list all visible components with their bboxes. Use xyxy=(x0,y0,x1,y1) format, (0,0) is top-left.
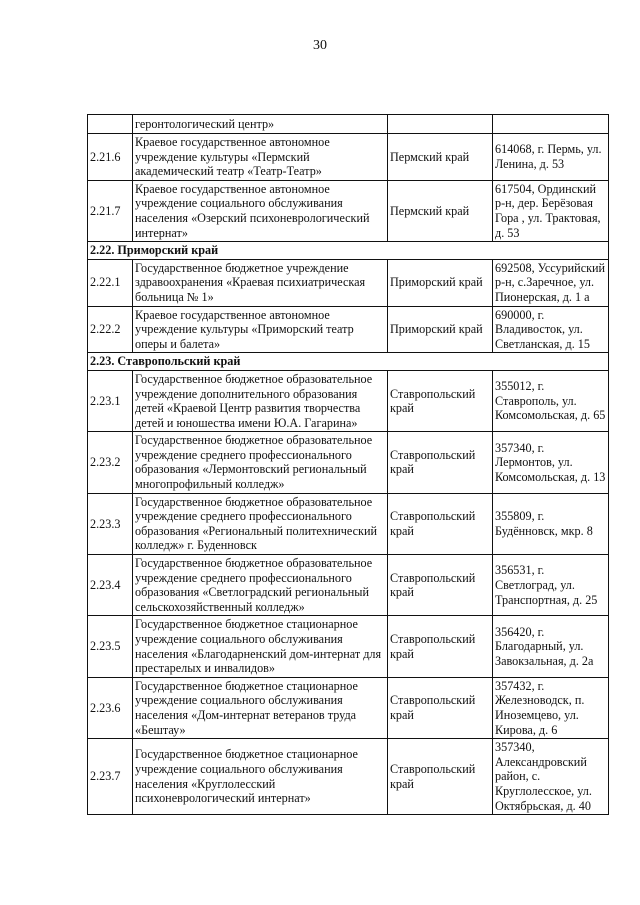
section-title: 2.22. Приморский край xyxy=(88,242,609,260)
region-cell: Ставропольский край xyxy=(388,555,493,616)
row-number-cell: 2.23.5 xyxy=(88,616,133,677)
institution-name-cell: Государственное бюджетное образовательное учреждение среднего профессионального образования «Региональный политехнический колледж» г. Буденновск xyxy=(133,493,388,554)
institution-name-cell: Государственное бюджетное образовательное учреждение дополнительного образования детей «Краевой Центр развития творчества детей и юношества имени Ю.А. Гагарина» xyxy=(133,370,388,431)
institution-name-cell: Государственное бюджетное стационарное учреждение социального обслуживания населения «Дом-интернат ветеранов труда «Бештау» xyxy=(133,677,388,738)
region-cell: Пермский край xyxy=(388,180,493,241)
row-number-cell: 2.23.7 xyxy=(88,739,133,815)
table-row xyxy=(88,493,609,554)
institution-name-cell: Государственное бюджетное образовательное учреждение среднего профессионального образования «Лермонтовский региональный многопрофильный колледж» xyxy=(133,432,388,493)
table-row xyxy=(88,555,609,616)
table-row xyxy=(88,134,609,181)
row-number-cell: 2.23.4 xyxy=(88,555,133,616)
row-number-cell: 2.23.2 xyxy=(88,432,133,493)
table-row xyxy=(88,739,609,815)
institution-name-cell: Государственное бюджетное стационарное учреждение социального обслуживания населения «Благодарненский дом-интернат для престарелых и инвалидов» xyxy=(133,616,388,677)
address-cell: 357432, г. Железноводск, п. Иноземцево, ул. Кирова, д. 6 xyxy=(493,677,609,738)
table-row xyxy=(88,180,609,241)
region-cell: Ставропольский край xyxy=(388,432,493,493)
table-row xyxy=(88,306,609,353)
institution-name-cell: Государственное бюджетное образовательное учреждение среднего профессионального образования «Светлоградский региональный сельскохозяйственный колледж» xyxy=(133,555,388,616)
institution-name-cell: Государственное бюджетное учреждение здравоохранения «Краевая психиатрическая больница № 1» xyxy=(133,259,388,306)
address-cell: 356531, г. Светлоград, ул. Транспортная, д. 25 xyxy=(493,555,609,616)
address-cell: 692508, Уссурийский р-н, с.Заречное, ул. Пионерская, д. 1 а xyxy=(493,259,609,306)
table-row xyxy=(88,616,609,677)
row-number-cell: 2.21.7 xyxy=(88,180,133,241)
row-number-cell xyxy=(88,115,133,134)
region-cell: Ставропольский край xyxy=(388,370,493,431)
address-cell: 617504, Ординский р-н, дер. Берёзовая Гора , ул. Трактовая, д. 53 xyxy=(493,180,609,241)
region-cell: Пермский край xyxy=(388,134,493,181)
region-cell: Ставропольский край xyxy=(388,616,493,677)
row-number-cell: 2.21.6 xyxy=(88,134,133,181)
row-number-cell: 2.23.1 xyxy=(88,370,133,431)
institution-name-cell: Краевое государственное автономное учреждение культуры «Приморский театр оперы и балета» xyxy=(133,306,388,353)
address-cell: 614068, г. Пермь, ул. Ленина, д. 53 xyxy=(493,134,609,181)
region-cell: Ставропольский край xyxy=(388,677,493,738)
institution-name-cell: Государственное бюджетное стационарное учреждение социального обслуживания населения «Круглолесский психоневрологический интернат» xyxy=(133,739,388,815)
region-cell: Приморский край xyxy=(388,306,493,353)
table-row xyxy=(88,259,609,306)
institution-name-cell: геронтологический центр» xyxy=(133,115,388,134)
institution-name-cell: Краевое государственное автономное учреждение культуры «Пермский академический театр «Театр-Театр» xyxy=(133,134,388,181)
table-body xyxy=(88,115,609,815)
institutions-table xyxy=(87,114,609,815)
address-cell: 690000, г. Владивосток, ул. Светланская, д. 15 xyxy=(493,306,609,353)
region-cell xyxy=(388,115,493,134)
table-row xyxy=(88,677,609,738)
continuation-row xyxy=(88,115,609,134)
table-row xyxy=(88,432,609,493)
row-number-cell: 2.22.2 xyxy=(88,306,133,353)
address-cell xyxy=(493,115,609,134)
row-number-cell: 2.23.3 xyxy=(88,493,133,554)
region-cell: Ставропольский край xyxy=(388,493,493,554)
region-cell: Приморский край xyxy=(388,259,493,306)
section-title: 2.23. Ставропольский край xyxy=(88,353,609,371)
section-header-row xyxy=(88,242,609,260)
region-cell: Ставропольский край xyxy=(388,739,493,815)
table-row xyxy=(88,370,609,431)
address-cell: 357340, г. Лермонтов, ул. Комсомольская, д. 13 xyxy=(493,432,609,493)
institution-name-cell: Краевое государственное автономное учреждение социального обслуживания населения «Озерский психоневрологический интернат» xyxy=(133,180,388,241)
address-cell: 357340, Александровский район, с. Круглолесское, ул. Октябрьская, д. 40 xyxy=(493,739,609,815)
address-cell: 356420, г. Благодарный, ул. Завокзальная, д. 2а xyxy=(493,616,609,677)
row-number-cell: 2.22.1 xyxy=(88,259,133,306)
row-number-cell: 2.23.6 xyxy=(88,677,133,738)
page-number: 30 xyxy=(313,38,327,53)
address-cell: 355012, г. Ставрополь, ул. Комсомольская, д. 65 xyxy=(493,370,609,431)
address-cell: 355809, г. Будённовск, мкр. 8 xyxy=(493,493,609,554)
section-header-row xyxy=(88,353,609,371)
